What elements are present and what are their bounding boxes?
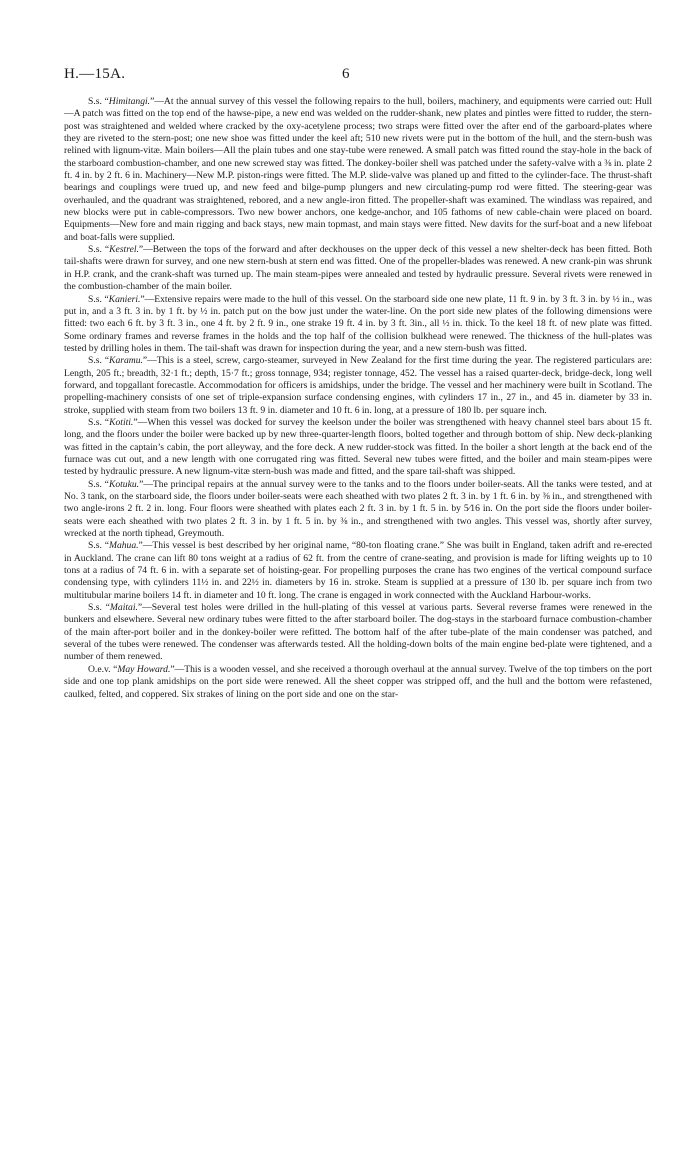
vessel-type: S.s. “ bbox=[88, 293, 109, 305]
paragraph-may-howard bbox=[64, 664, 652, 701]
running-header bbox=[64, 66, 652, 88]
paragraph-text: ”—The principal repairs at the annual survey were to the tanks and to the floors under boiler-seats. All the tanks were tested, and at No. 3 tank, on the starboard side, the floors under boiler-seats were each sheathed with two plates 2 ft. 3 in. by 1 ft. 6 in. by ⅜ in., and strengthened with two angle-irons 2 ft. 2 in. long. Four floors were sheathed with plates each 2 ft. 3 in. by 1 ft. 5 in. by 5⁄16 in. On the port side the floors under boiler-seats were each sheathed with two plates 2 ft. 3 in. by 1 ft. 5 in. by ⅜ in., and strengthened with two angles. This vessel was, shortly after survey, wrecked at the north tiphead, Greymouth. bbox=[64, 478, 652, 540]
vessel-type: S.s. “ bbox=[88, 244, 110, 256]
vessel-type: S.s. “ bbox=[88, 355, 110, 367]
ship-name: Karamu. bbox=[109, 355, 143, 367]
paragraph-kestrel bbox=[64, 244, 652, 293]
ship-name: Kotuku. bbox=[108, 478, 140, 490]
paragraph-text: ”—This is a steel, screw, cargo-steamer, surveyed in New Zealand for the first time during the year. The registered particulars are: Length, 205 ft.; breadth, 32·1 ft.; depth, 15·7 ft.; gross tonnage, 934; register tonnage, 452. The vessel has a raised quarter-deck, bridge-deck, long well forward, and topgallant forecastle. Accommodation for officers is amidships, under the bridge. The vessel and her machinery were built in Scotland. The propelling-machinery consists of one set of triple-expansion surface condensing engines, with cylinders 17 in., 27 in., and 45 in. diameter by 33 in. stroke, supplied with steam from two boilers 13 ft. 9 in. diameter and 10 ft. 6 in. long, at a pressure of 180 lb. per square inch. bbox=[64, 355, 653, 416]
ship-name: Kanieri. bbox=[108, 293, 141, 305]
paragraph-kanieri bbox=[64, 294, 652, 356]
ship-name: Mahua. bbox=[108, 540, 139, 552]
vessel-type: S.s. “ bbox=[88, 602, 110, 614]
paragraph-text: ”—This is a wooden vessel, and she received a thorough overhaul at the annual survey. Twelve of the top timbers on the port side and one top plank amidships on the port side were renewed. All the sheet copper was stripped off, and the hull and the bottom were refastened, caulked, felted, and coppered. Six strakes of lining on the port side and one on the star- bbox=[64, 663, 652, 700]
paragraph-kotiti bbox=[64, 417, 652, 479]
page-number: 6 bbox=[342, 66, 350, 82]
ship-name: Maitai. bbox=[109, 602, 138, 614]
document-code: H.—15A. bbox=[64, 66, 126, 82]
ship-name: May Howard. bbox=[117, 663, 171, 675]
paragraph-text: ”—Between the tops of the forward and after deckhouses on the upper deck of this vessel a new shelter-deck has been fitted. Both tail-shafts were drawn for survey, and one new stern-bush at stern end was fitted. One of the propeller-blades was renewed. A new crank-pin was shrunk in H.P. crank, and the crank-shaft was turned up. The main steam-pipes were annealed and tested by hydraulic pressure. Several rivets were renewed in the combustion-chamber of the main boiler. bbox=[64, 244, 652, 293]
ship-name: Kotiti. bbox=[109, 416, 134, 428]
paragraph-text: ”—This vessel is best described by her original name, “80-ton floating crane.” She was built in England, taken adrift and re-erected in Auckland. The crane can lift 80 tons weight at a radius of 62 ft. from the centre of crane-seating, and provision is made for lifting weights up to 10 tons at a radius of 74 ft. 6 in. with a separate set of hoisting-gear. For propelling purposes the crane has two engines of the vertical compound surface condensing type, with cylinders 11½ in. and 22½ in. diameters by 16 in. stroke. Steam is supplied at a pressure of 130 lb. per square inch from two multitubular marine boilers 14 ft. in diameter and 10 ft. long. The crane is engaged in work connected with the Auckland Harbour-works. bbox=[64, 540, 652, 601]
report-body bbox=[64, 96, 652, 701]
paragraph-karamu bbox=[64, 355, 652, 417]
paragraph-text: ”—Several test holes were drilled in the hull-plating of this vessel at various parts. Several reverse frames were renewed in the bunkers and elsewhere. Several new ordinary tubes were fitted to the after starboard boiler. The dog-stays in the starboard furnace combustion-chamber of the main after-port boiler and in the donkey-boiler were refitted. The bottom half of the after tube-plate of the main condenser was patched, and several of the tubes were renewed. The condenser was afterwards tested. All the holding-down bolts of the main engine bed-plate were tightened, and a number of them renewed. bbox=[64, 602, 652, 663]
vessel-type: S.s. “ bbox=[88, 540, 109, 552]
vessel-type: S.s. “ bbox=[88, 478, 109, 490]
paragraph-maitai bbox=[64, 602, 652, 664]
ship-name: Kestrel. bbox=[109, 244, 139, 256]
paragraph-text: ”—At the annual survey of this vessel the following repairs to the hull, boilers, machinery, and equipments were carried out: Hull—A patch was fitted on the top end of the hawse-pipe, a new end was welded on the rudder-shank, new plates and pintles were fitted to rudder, the stern-post was straightened and welded where cracked by the oxy-acetylene process; two straps were fitted over the after end of the garboard-plates where they are riveted to the stern-post; one new shoe was fitted under the keel aft; 510 new rivets were put in the bottom of the hull, and the stern-bush was relined with lignum-vitæ. Main boilers—All the plain tubes and one stay-tube were renewed. A small patch was fitted round the stay-hole in the back of the starboard combustion-chamber, and one new screwed stay was fitted. The donkey-boiler shell was patched under the safety-valve with a ⅜ in. plate 2 ft. 4 in. by 2 ft. 6 in. Machinery—New M.P. piston-rings were fitted. The M.P. slide-valve was planed up and fitted to the cylinder-face. The thrust-shaft bearings and couplings were trued up, and new feed and bilge-pump plungers and new circulating-pump rod were fitted. The steering-gear was overhauled, and the quadrant was straightened, rebored, and a new angle-iron fitted. The propeller-shaft was examined. The windlass was repaired, and new blocks were put in cable-compressors. Two new bower anchors, one kedge-anchor, and 105 fathoms of new cable-chain were placed on board. Equipments—New fore and main rigging and back stays, new main topmast, and main stays were fitted. New davits for the surf-boat and a new lifeboat and boat-falls were supplied. bbox=[64, 96, 652, 243]
ship-name: Himitangi. bbox=[108, 96, 151, 107]
vessel-type: O.e.v. “ bbox=[88, 663, 118, 675]
paragraph-text: ”—Extensive repairs were made to the hull of this vessel. On the starboard side one new plate, 11 ft. 9 in. by 3 ft. 3 in. by ½ in., was put in, and a 3 ft. 3 in. by 1 ft. by ½ in. patch put on the bow just under the water-line. On the port side new plates of the following dimensions were fitted: two each 6 ft. by 3 ft. 3 in., one 4 ft. by 2 ft. 9 in., one strake 19 ft. 4 in. by 3 ft. 3in., all ½ in. thick. To the keel 18 ft. of new plate was fitted. Some ordinary frames and reverse frames in the holds and the top half of the collision bulkhead were renewed. The thickness of the hull-plates was tested by drilling holes in them. The tail-shaft was drawn for inspection during the year, and a new stern-bush was fitted. bbox=[64, 293, 652, 354]
vessel-type: S.s. “ bbox=[88, 96, 109, 107]
paragraph-text: ”—When this vessel was docked for survey the keelson under the boiler was strengthened with heavy channel steel bars about 15 ft. long, and the floors under the boiler were backed up by new three-quarter-length floors, bolted together and through bottom of ship. New deck-planking was fitted in the captain’s cabin, the port alleyway, and the fore deck. A new rudder-stock was fitted. In the boiler a short length at the back end of the furnace was cut out, and a new length with one corrugated ring was fitted. Several new tubes were fitted, and the boiler and main steam-pipes were tested by hydraulic pressure. A new lignum-vitæ stern-bush was made and fitted, and the spare tail-shaft was shipped. bbox=[64, 416, 652, 478]
vessel-type: S.s. “ bbox=[88, 416, 110, 428]
paragraph-kotuku bbox=[64, 479, 652, 541]
paragraph-mahua bbox=[64, 540, 652, 602]
paragraph-himitangi bbox=[64, 96, 652, 244]
